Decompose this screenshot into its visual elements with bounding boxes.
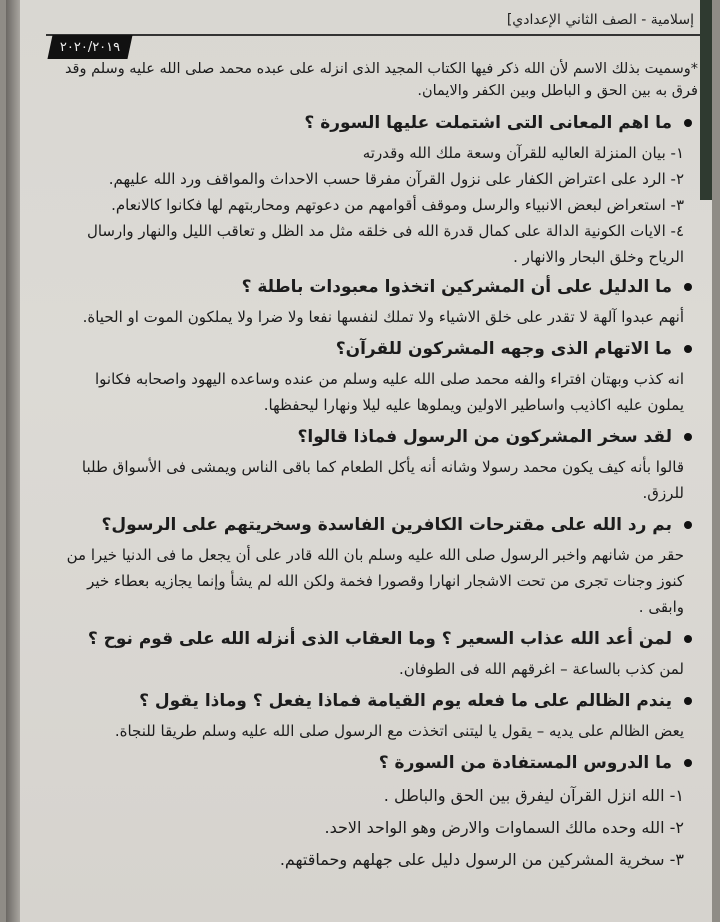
bullet-icon xyxy=(684,345,692,353)
qa-section-2 xyxy=(54,272,698,330)
qa-section-3 xyxy=(54,334,698,418)
answer-text: يعض الظالم على يديه – يقول يا ليتنى اتخذت مع الرسول صلى الله عليه وسلم طريقا للنجاة. xyxy=(114,722,684,740)
qa-section-6 xyxy=(54,624,698,682)
answer-list xyxy=(54,140,684,270)
question-text: يندم الظالم على ما فعله يوم القيامة فماذا يفعل ؟ وماذا يقول ؟ xyxy=(139,691,672,711)
question-text: ما اهم المعانى التى اشتملت عليها السورة ؟ xyxy=(304,113,672,133)
worksheet-page xyxy=(6,0,712,922)
content-area xyxy=(54,58,698,922)
page-header xyxy=(46,8,700,55)
question-heading xyxy=(54,748,698,778)
list-item: ٣- استعراض لبعض الانبياء والرسل وموقف أقوامهم من دعوتهم ومحاربتهم لها فكانوا كالانعام. xyxy=(111,196,684,214)
question-heading xyxy=(54,334,698,364)
list-item: ١- بيان المنزلة العاليه للقرآن وسعة ملك الله وقدرته xyxy=(362,144,684,162)
bullet-icon xyxy=(684,119,692,127)
list-item: ٣- سخرية المشركين من الرسول دليل على جهلهم وحماقتهم. xyxy=(279,850,684,869)
question-heading xyxy=(54,510,698,540)
question-heading xyxy=(54,624,698,654)
header-title: إسلامية - الصف الثاني الإعدادي] xyxy=(506,12,694,28)
answer-list xyxy=(54,780,684,876)
question-heading xyxy=(54,686,698,716)
question-text: ما الدليل على أن المشركين اتخذوا معبودات باطلة ؟ xyxy=(241,277,672,297)
list-item: ١- الله انزل القرآن ليفرق بين الحق والباطل . xyxy=(383,786,684,805)
bullet-icon xyxy=(684,433,692,441)
question-text: ما الدروس المستفادة من السورة ؟ xyxy=(378,753,672,773)
qa-section-7 xyxy=(54,686,698,744)
answer-text: أنهم عبدوا آلهة لا تقدر على خلق الاشياء ولا تملك لنفسها نفعا ولا ضرا ولا يملكون الموت او الحياة. xyxy=(82,308,684,326)
list-item: ٢- الله وحده مالك السماوات والارض وهو الواحد الاحد. xyxy=(324,818,684,837)
bullet-icon xyxy=(684,759,692,767)
question-text: ما الاتهام الذى وجهه المشركون للقرآن؟ xyxy=(335,339,672,359)
bullet-icon xyxy=(684,635,692,643)
question-text: لمن أعد الله عذاب السعير ؟ وما العقاب الذى أنزله الله على قوم نوح ؟ xyxy=(87,629,672,649)
question-heading xyxy=(54,422,698,452)
year-label: ٢٠٢٠/٢٠١٩ xyxy=(59,39,121,55)
answer-text: انه كذب وبهتان افتراء والفه محمد صلى الله عليه وسلم من عنده وساعده اليهود واصحابه فكانوا يملون عليه اكاذيب واساطير الاولين ويملوها عليه ليلا ونهارا ليحفظها. xyxy=(95,370,684,414)
list-item: ٢- الرد على اعتراض الكفار على نزول القرآن مفرقا حسب الاحداث والمواقف ورد الله عليهم. xyxy=(108,170,684,188)
page-binding xyxy=(6,0,20,922)
answer-text: حقر من شانهم واخبر الرسول صلى الله عليه وسلم بان الله قادر على أن يجعل ما فى الدنيا خيرا من كنوز وجنات تجرى من تحت الاشجار انهارا وقصورا فخمة ولكن الله لم يشأ وإنما يجازيه بعطاء خير وابقى . xyxy=(66,546,684,616)
qa-section-8 xyxy=(54,748,698,876)
answer-text: قالوا بأنه كيف يكون محمد رسولا وشانه أنه يأكل الطعام كما باقى الناس ويمشى فى الأسواق طلبا للرزق. xyxy=(81,458,684,502)
bullet-icon xyxy=(684,521,692,529)
year-badge xyxy=(47,35,132,59)
list-item: ٤- الايات الكونية الدالة على كمال قدرة الله فى خلقه مثل مد الظل و تعاقب الليل والنهار وارسال الرياح وخلق البحار والانهار . xyxy=(86,222,684,266)
answer-text: لمن كذب بالساعة – اغرقهم الله فى الطوفان. xyxy=(398,660,684,678)
question-text: بم رد الله على مقترحات الكافرين الفاسدة وسخريتهم على الرسول؟ xyxy=(101,515,672,535)
background-edge xyxy=(700,0,712,200)
intro-text: *وسميت بذلك الاسم لأن الله ذكر فيها الكتاب المجيد الذى انزله على عبده محمد صلى الله عليه وسلم وقد فرق به بين الحق و الباطل وبين الكفر والايمان. xyxy=(64,61,698,99)
question-heading xyxy=(54,272,698,302)
bullet-icon xyxy=(684,697,692,705)
qa-section-5 xyxy=(54,510,698,620)
qa-section-1 xyxy=(54,108,698,270)
question-text: لقد سخر المشركون من الرسول فماذا قالوا؟ xyxy=(297,427,672,447)
bullet-icon xyxy=(684,283,692,291)
qa-section-4 xyxy=(54,422,698,506)
question-heading xyxy=(54,108,698,138)
